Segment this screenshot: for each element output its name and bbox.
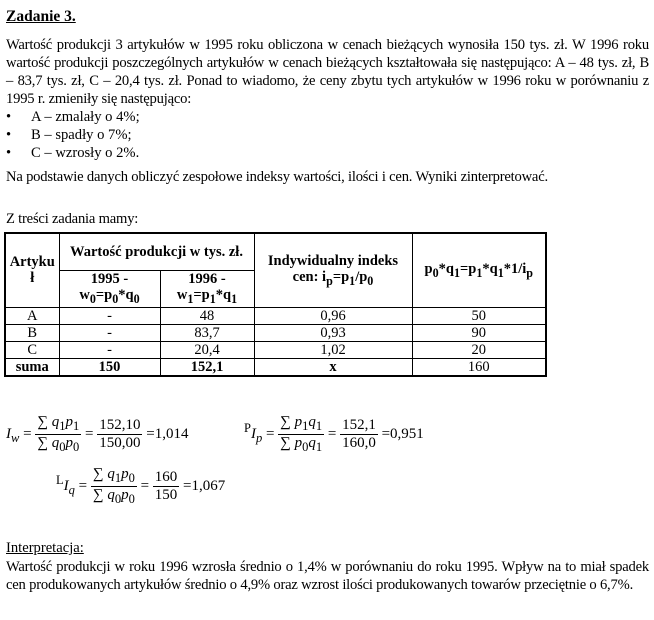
table-row: B - 83,7 0,93 90 [5, 324, 546, 341]
list-item: • C – wzrosły o 2%. [6, 145, 140, 161]
data-table [4, 232, 547, 377]
header-1995: 1995 - $w_0=p_0*q_0$ [59, 271, 160, 308]
task-title: Zadanie 3. [6, 8, 76, 25]
formula-iw: $I_w$ = $\frac{\sum q_1p_1}{\sum q_0p_0}$ = $\frac{152,10}{150,00}$ =1,014 [6, 414, 189, 454]
formula-iq: $^LI_q$ = $\frac{\sum q_1p_0}{\sum q_0p_0}$ = $\frac{160}{150}$ =1,067 [56, 466, 226, 506]
interpretation-label: Interpretacja: [6, 540, 84, 556]
table-row: C - 20,4 1,02 20 [5, 341, 546, 358]
table-row: A - 48 0,96 50 [5, 307, 546, 324]
header-article: Artykuł [5, 233, 59, 307]
intro-paragraph: Wartość produkcji 3 artykułów w 1995 roku obliczona w cenach bieżących wynosiła 150 tys. zł. W 1996 roku wartość produkcji poszczególnych artykułów w cenach bieżących kształtowała się następująco: A – 48 tys. zł, B – 83,7 tys. zł, C – 20,4 tys. zł. Ponad to wiadomo, że ceny zbytu tych artykułów w 1996 roku w porównaniu z 1995 r. zmieniły się następująco: [6, 37, 649, 107]
task-instruction: Na podstawie danych obliczyć zespołowe indeksy wartości, ilości i cen. Wyniki zinterpretować. [6, 169, 548, 185]
list-item: • A – zmalały o 4%; [6, 109, 140, 125]
formula-ip: $^PI_p$ = $\frac{\sum p_1q_1}{\sum p_0q_1}$ = $\frac{152,1}{160,0}$ =0,951 [244, 414, 424, 454]
table-row-sum: suma 150 152,1 x 160 [5, 358, 546, 376]
header-value: Wartość produkcji w tys. zł. [59, 233, 254, 271]
interpretation-text: Wartość produkcji w roku 1996 wzrosła średnio o 1,4% w porównaniu do roku 1995. Wpływ na to miał spadek cen produkowanych artykułów średnio o 4,9% oraz wzrost ilości produkowanych towarów przeciętnie o 6,7%. [6, 559, 649, 593]
header-1996: 1996 - $w_1=p_1*q_1$ [160, 271, 254, 308]
bullet-list [6, 108, 140, 162]
header-index: Indywidualny indeks cen: $i_p=p_1/p_0$ [254, 233, 412, 307]
given-label: Z treści zadania mamy: [6, 211, 139, 227]
list-item: • B – spadły o 7%; [6, 127, 132, 143]
header-last: $p_0*q_1=p_1*q_1*1/i_p$ [412, 233, 546, 307]
